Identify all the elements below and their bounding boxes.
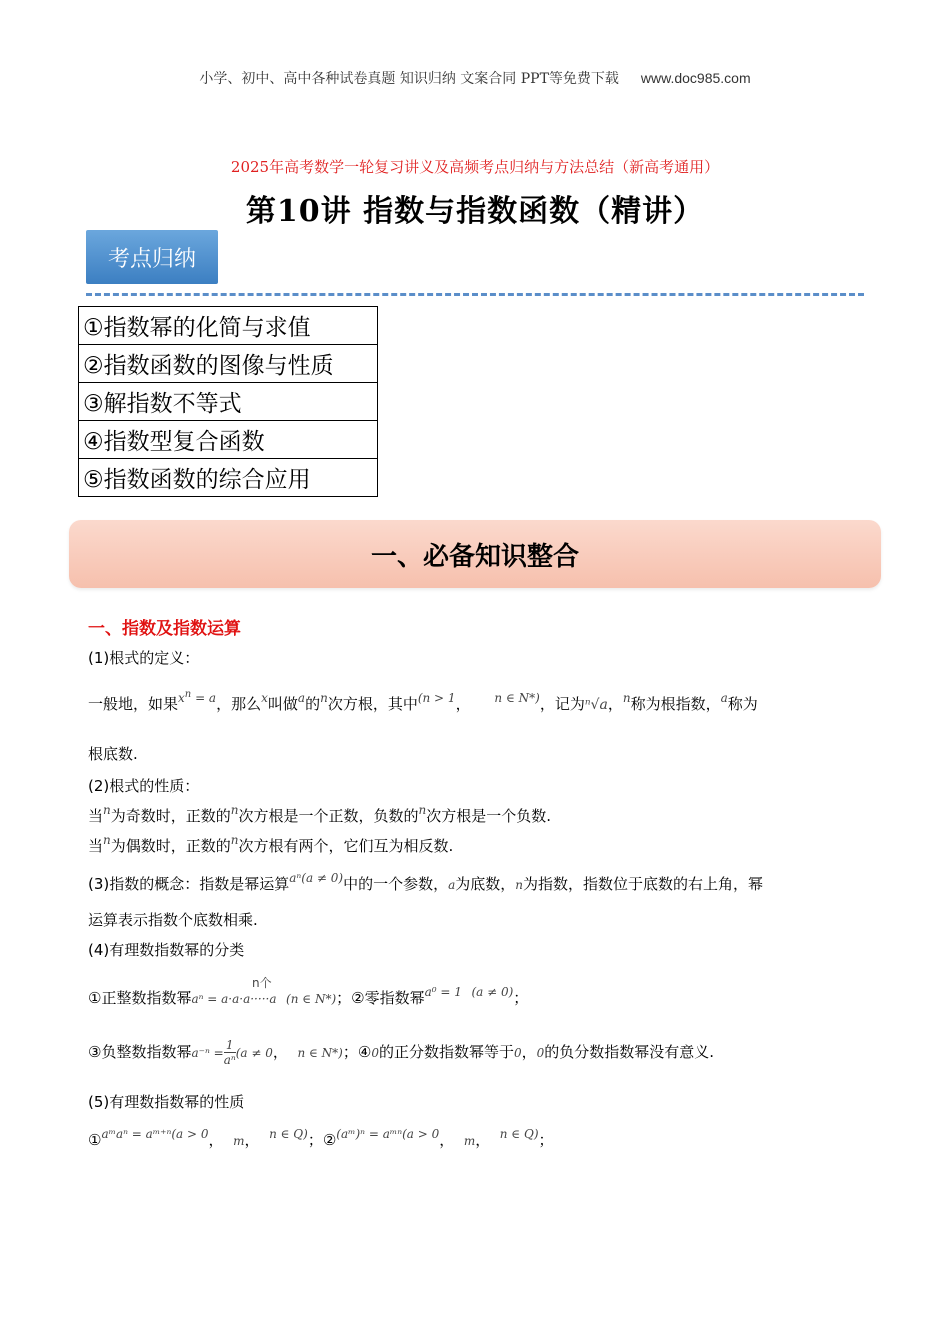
- key-point-item: ④指数型复合函数: [79, 421, 378, 459]
- site-header: [0, 68, 950, 88]
- key-point-item: ②指数函数的图像与性质: [79, 345, 378, 383]
- section-heading: 一、指数及指数运算: [88, 619, 241, 639]
- negative-integer-exponent: ③负整数指数幂a⁻ⁿ = $\frac{1}{\text{aⁿ}}$ (a ≠ 0， n ∈ N*)；④0的正分数指数幂等于0，0的负分数指数幂没有意义.: [88, 1038, 715, 1067]
- page-title: 第10讲 指数与指数函数（精讲）: [245, 194, 705, 229]
- header-text: 小学、初中、高中各种试卷真题 知识归纳 文案合同 PPT等免费下载: [199, 71, 619, 87]
- exponent-concept: (3)指数的概念：指数是幂运算$^{a^n(a \ne 0)}$中的一个参数，a为底数，n为指数，指数位于底数的右上角，幂: [88, 871, 764, 893]
- properties-line: ①$^{aᵐa^n = aᵐ^{+n}(a > 0}$， m， $^{n \in Q)}$；②$^{(aᵐ)^n = aᵐ^n(a > 0}$， m， $^{n \in Q)}$；: [88, 1127, 554, 1149]
- math: n: [320, 691, 328, 705]
- document-subtitle: 2025年高考数学一轮复习讲义及高频考点归纳与方法总结（新高考通用）: [230, 158, 720, 176]
- positive-integer-exponent: ①正整数指数幂aⁿ = a·a·a·····a (n ∈ N*)；②零指数幂$^{a^0 = 1}$ $^{(a \ne 0)}$；: [88, 985, 529, 1007]
- math: (n > 1: [417, 691, 456, 705]
- key-point-item: ①指数幂的化简与求值: [79, 307, 378, 345]
- math: n ∈ N*): [494, 691, 540, 705]
- radical-prop-odd: 当$^n$为奇数时，正数的$^n$次方根是一个正数，负数的$^n$次方根是一个负数.: [88, 803, 552, 825]
- text: 一般地，如果: [88, 695, 179, 713]
- exponent-concept-line2: 运算表示指数个底数相乘.: [88, 911, 258, 929]
- key-point-item: ③解指数不等式: [79, 383, 378, 421]
- text: 的: [305, 695, 321, 713]
- text: ，那么: [216, 695, 262, 713]
- radical-def-label: (1)根式的定义：: [88, 649, 200, 667]
- text: ，: [607, 695, 623, 713]
- key-points-table: [78, 306, 378, 497]
- classification-label: (4)有理数指数幂的分类: [88, 941, 245, 959]
- fraction: $\frac{1}{\text{aⁿ}}$: [223, 1038, 236, 1067]
- radical-def-line: [88, 689, 758, 715]
- radical-prop-even: 当$^n$为偶数时，正数的$^n$次方根有两个，它们互为相反数.: [88, 833, 454, 855]
- text: 叫做: [267, 695, 298, 713]
- math: a: [297, 691, 306, 705]
- math: x: [261, 691, 268, 705]
- dashed-divider: [86, 293, 864, 296]
- key-points-badge: 考点归纳: [86, 230, 218, 284]
- math: xn = a: [178, 689, 217, 705]
- key-point-item: ⑤指数函数的综合应用: [79, 459, 378, 497]
- math: a: [720, 691, 728, 705]
- radical-prop-label: (2)根式的性质：: [88, 777, 200, 795]
- text: 称为根指数，: [630, 695, 721, 713]
- text: ，记为: [539, 695, 585, 713]
- text: 次方根，其中: [327, 695, 418, 713]
- section-banner-title: 一、必备知识整合: [370, 541, 579, 572]
- section-banner: [69, 520, 881, 588]
- header-url[interactable]: www.doc985.com: [640, 70, 751, 86]
- overbrace-label: n个: [252, 976, 272, 990]
- math: n: [622, 691, 631, 705]
- math: ⁿ√a: [584, 697, 608, 713]
- radical-def-line2: 根底数.: [88, 745, 138, 763]
- text: 称为: [727, 695, 758, 713]
- properties-label: (5)有理数指数幂的性质: [88, 1093, 245, 1111]
- text: ，: [455, 695, 471, 713]
